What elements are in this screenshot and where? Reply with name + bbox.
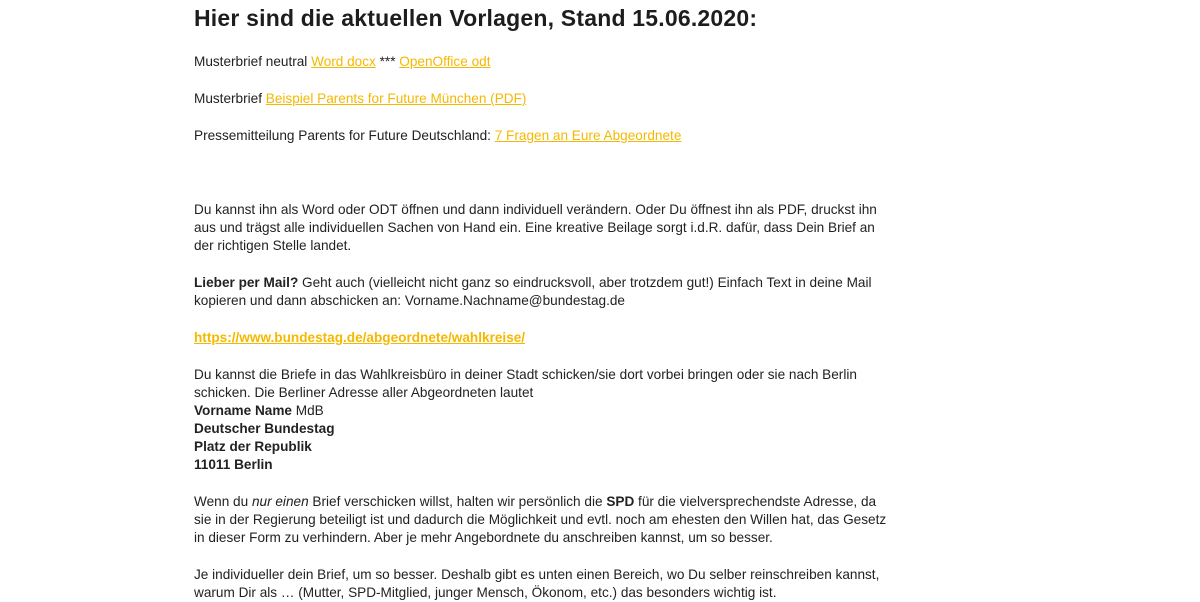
party-name: SPD (606, 494, 635, 509)
recommendation-emphasis: nur einen (251, 494, 309, 509)
article-content (194, 0, 894, 602)
address-name: Vorname Name (194, 403, 292, 418)
template-line-example (194, 90, 894, 108)
mail-text: Geht auch (vielleicht nicht ganz so eindrucksvoll, aber trotzdem gut!) Einfach Text in deine Mail kopieren und dann abschicken an: Vorname.Nachname@bundestag.de (194, 275, 872, 308)
separator-text: *** (375, 54, 400, 69)
openoffice-odt-link[interactable]: OpenOffice odt (399, 54, 491, 69)
wahlkreise-link[interactable]: https://www.bundestag.de/abgeordnete/wahlkreise/ (194, 330, 526, 345)
address-name-suffix: MdB (291, 403, 324, 418)
recommendation-text-2: Brief verschicken willst, halten wir persönlich die (308, 494, 607, 509)
address-line-city: 11011 Berlin (194, 457, 273, 472)
page-heading: Hier sind die aktuellen Vorlagen, Stand 15.06.2020: (194, 5, 758, 31)
recommendation-paragraph (194, 493, 894, 547)
recommendation-text-1: Wenn du (194, 494, 252, 509)
address-intro: Du kannst die Briefe in das Wahlkreisbüro in deiner Stadt schicken/sie dort vorbei bringen oder sie nach Berlin schicken. Die Berliner Adresse aller Abgeordneten lautet (194, 367, 857, 400)
address-paragraph (194, 366, 894, 474)
label-text: Musterbrief (194, 91, 266, 106)
press-release-line (194, 127, 894, 145)
seven-questions-link[interactable]: 7 Fragen an Eure Abgeordnete (494, 128, 682, 143)
wahlkreise-link-paragraph (194, 329, 894, 347)
template-line-neutral (194, 53, 894, 71)
address-line-bundestag: Deutscher Bundestag (194, 421, 335, 436)
individual-paragraph: Je individueller dein Brief, um so besser. Deshalb gibt es unten einen Bereich, wo Du selber reinschreiben kannst, warum Dir als … (Mutter, SPD-Mitglied, junger Mensch, Ökonom, etc.) das besonders wichtig ist. (194, 567, 880, 600)
label-text: Musterbrief neutral (194, 54, 312, 69)
mail-paragraph (194, 274, 894, 310)
example-pdf-link[interactable]: Beispiel Parents for Future München (PDF) (265, 91, 527, 106)
word-docx-link[interactable]: Word docx (311, 54, 376, 69)
recommendation-text-3: für die vielversprechendste Adresse, da sie in der Regierung beteiligt ist und dadurch die Möglichkeit und evtl. noch am ehesten den Willen hat, das Gesetz in dieser Form zu verhindern. Aber je mehr Angebordnete du anschreiben kannst, um so besser. (194, 494, 887, 545)
instructions-paragraph: Du kannst ihn als Word oder ODT öffnen und dann individuell verändern. Oder Du öffnest ihn als PDF, druckst ihn aus und trägst alle individuellen Sachen von Hand ein. Eine kreative Beilage sorgt i.d.R. dafür, dass Dein Brief an der richtigen Stelle landet. (194, 202, 877, 253)
label-text: Pressemitteilung Parents for Future Deutschland: (194, 128, 495, 143)
address-line-street: Platz der Republik (194, 439, 312, 454)
mail-heading: Lieber per Mail? (194, 275, 299, 290)
